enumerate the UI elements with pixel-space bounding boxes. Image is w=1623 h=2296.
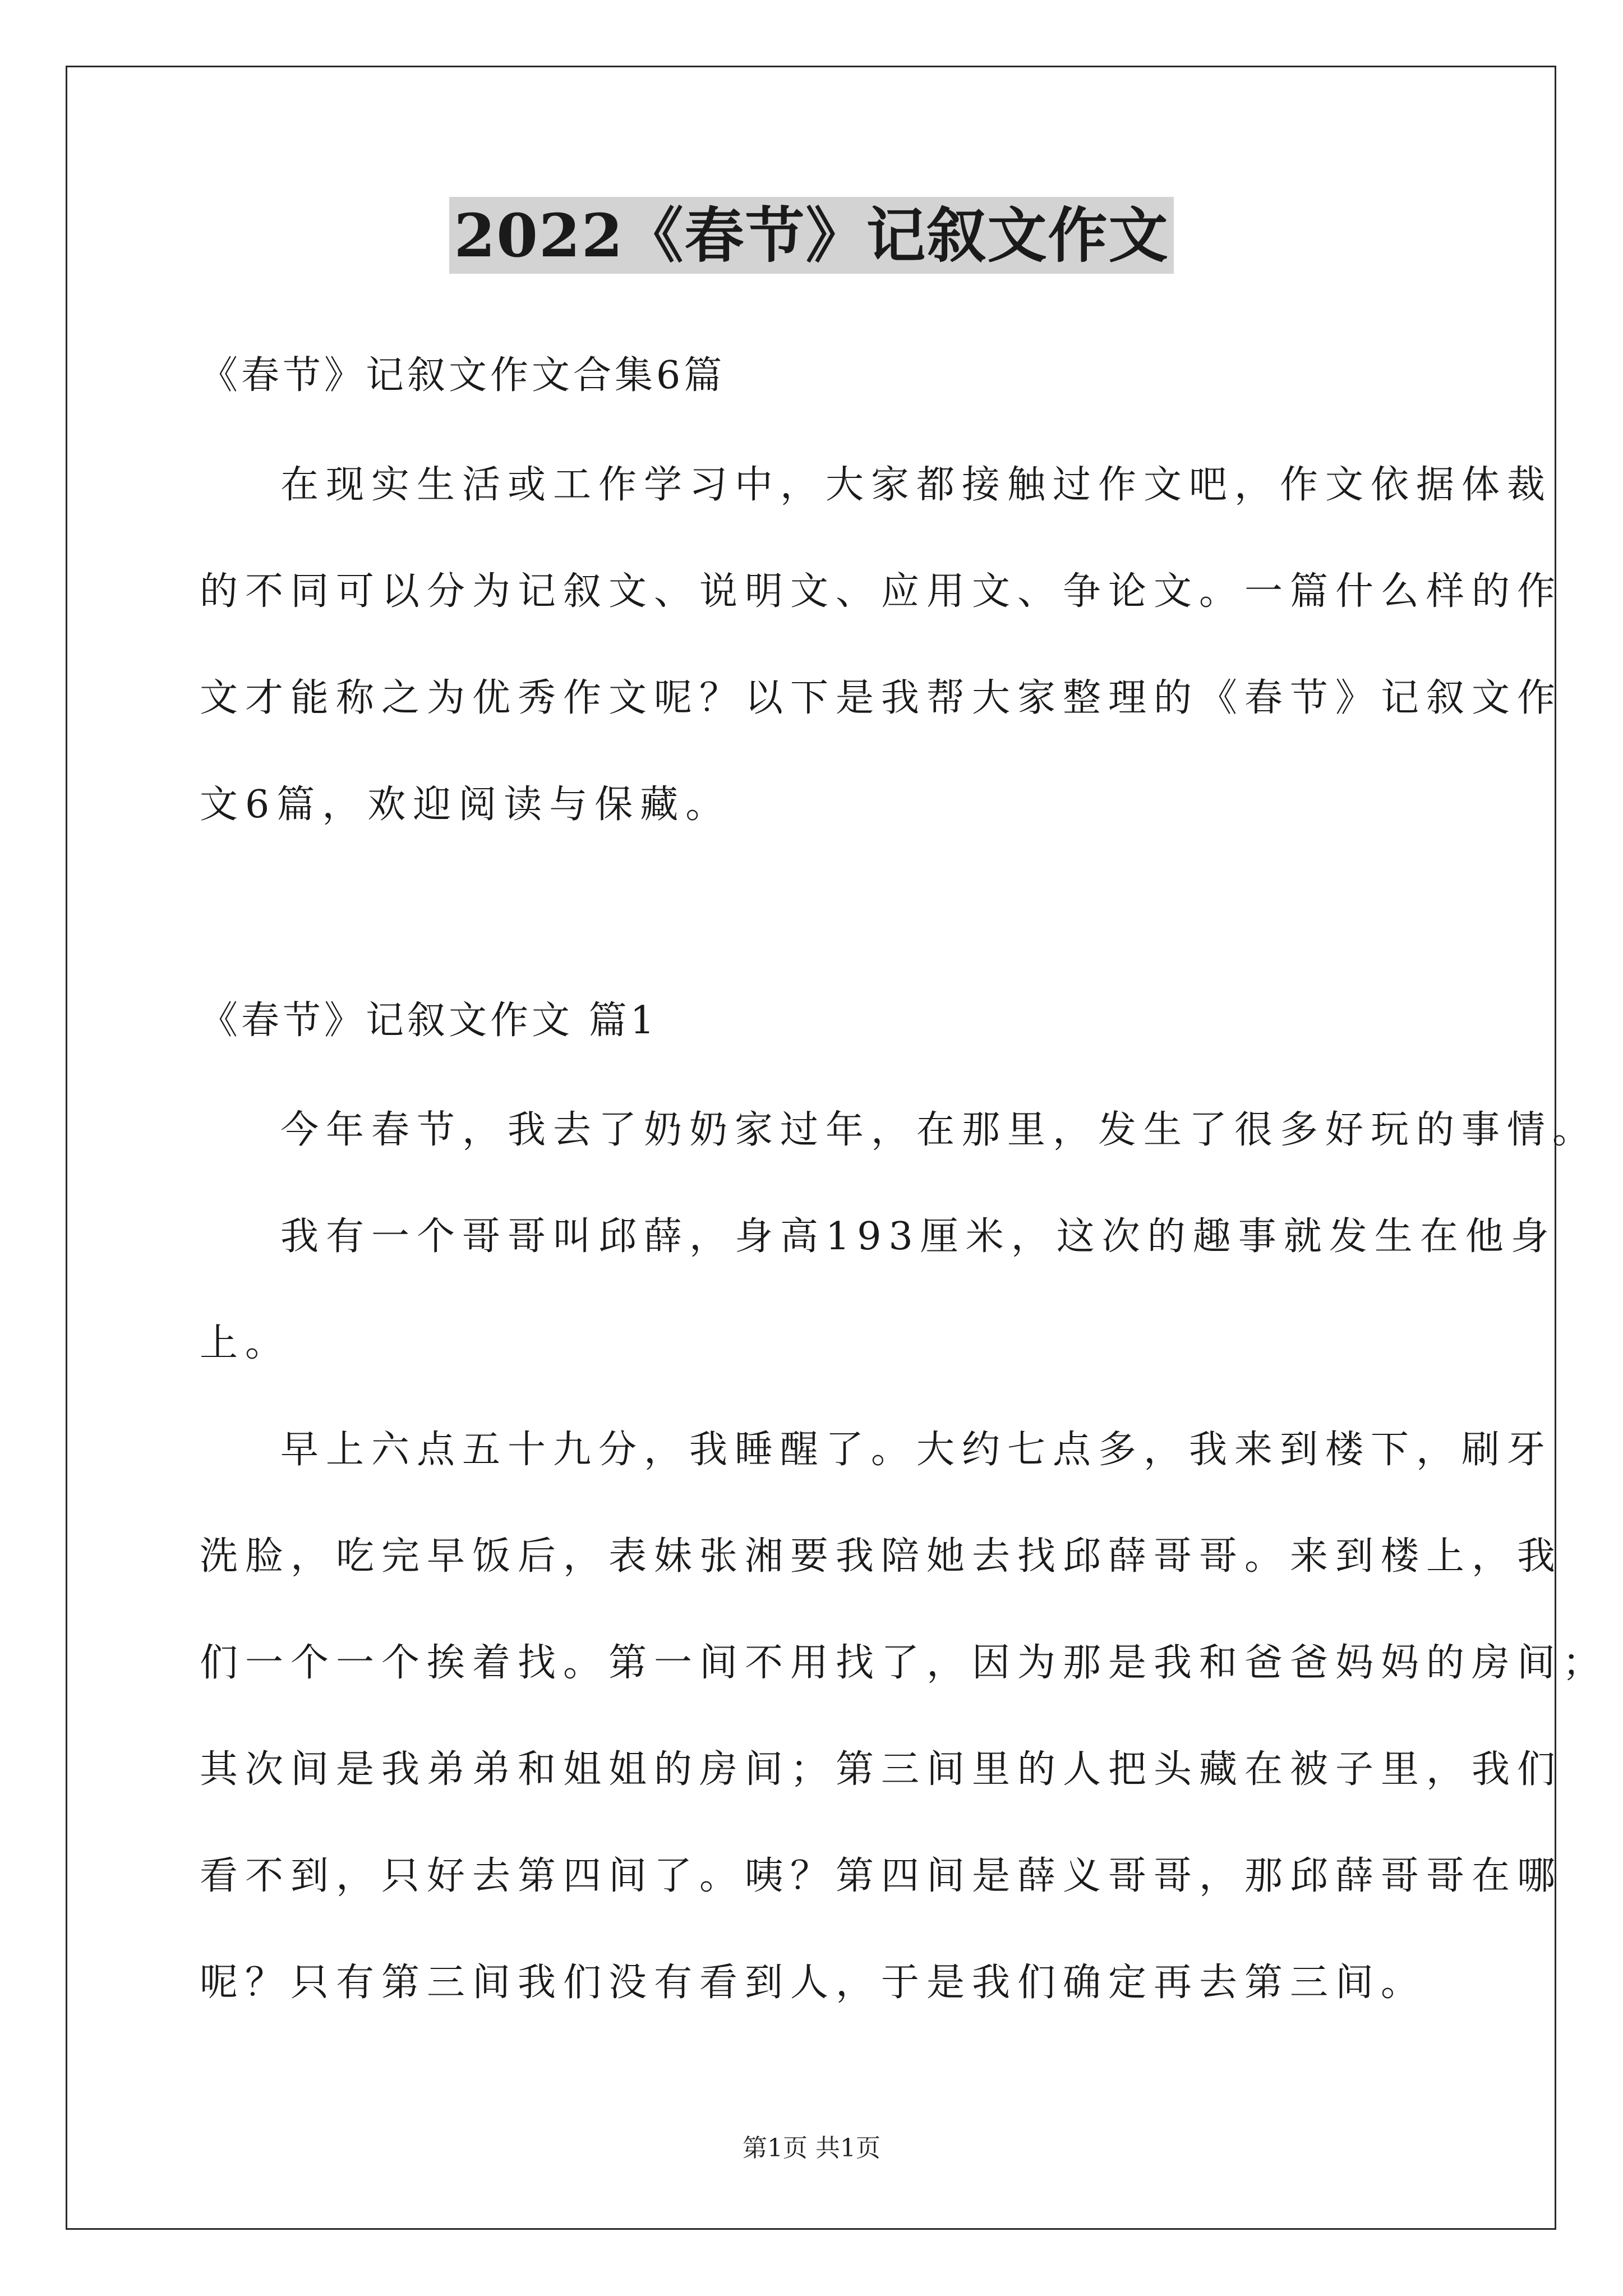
body-line-5: 洗脸，吃完早饭后，表妹张湘要我陪她去找邱薛哥哥。来到楼上，我: [200, 1534, 1563, 1579]
intro-line-4: 文6篇，欢迎阅读与保藏。: [200, 783, 731, 827]
body-line-8: 看不到，只好去第四间了。咦？第四间是薛义哥哥，那邱薛哥哥在哪: [200, 1854, 1563, 1898]
body-line-2: 我有一个哥哥叫邱薛，身高193厘米，这次的趣事就发生在他身: [280, 1214, 1556, 1259]
body-line-6: 们一个一个挨着找。第一间不用找了，因为那是我和爸爸妈妈的房间；: [200, 1641, 1608, 1685]
page-footer: 第1页 共1页: [743, 2134, 880, 2162]
document-title-text: 2022《春节》记叙文作文: [449, 197, 1173, 274]
body-line-4: 早上六点五十九分，我睡醒了。大约七点多，我来到楼下，刷牙: [280, 1428, 1553, 1472]
body-line-7: 其次间是我弟弟和姐姐的房间；第三间里的人把头藏在被子里，我们: [200, 1747, 1563, 1792]
body-line-9: 呢？只有第三间我们没有看到人，于是我们确定再去第三间。: [200, 1961, 1427, 2005]
collection-heading: 《春节》记叙文作文合集6篇: [200, 353, 726, 398]
document-title: [0, 196, 1623, 275]
intro-line-1: 在现实生活或工作学习中，大家都接触过作文吧，作文依据体裁: [280, 463, 1553, 507]
intro-line-2: 的不同可以分为记叙文、说明文、应用文、争论文。一篇什么样的作: [200, 569, 1563, 614]
intro-line-3: 文才能称之为优秀作文呢？以下是我帮大家整理的《春节》记叙文作: [200, 676, 1563, 720]
body-line-1: 今年春节，我去了奶奶家过年，在那里，发生了很多好玩的事情。: [280, 1108, 1598, 1152]
section-heading: 《春节》记叙文作文 篇1: [200, 999, 658, 1043]
body-line-3: 上。: [200, 1321, 291, 1365]
